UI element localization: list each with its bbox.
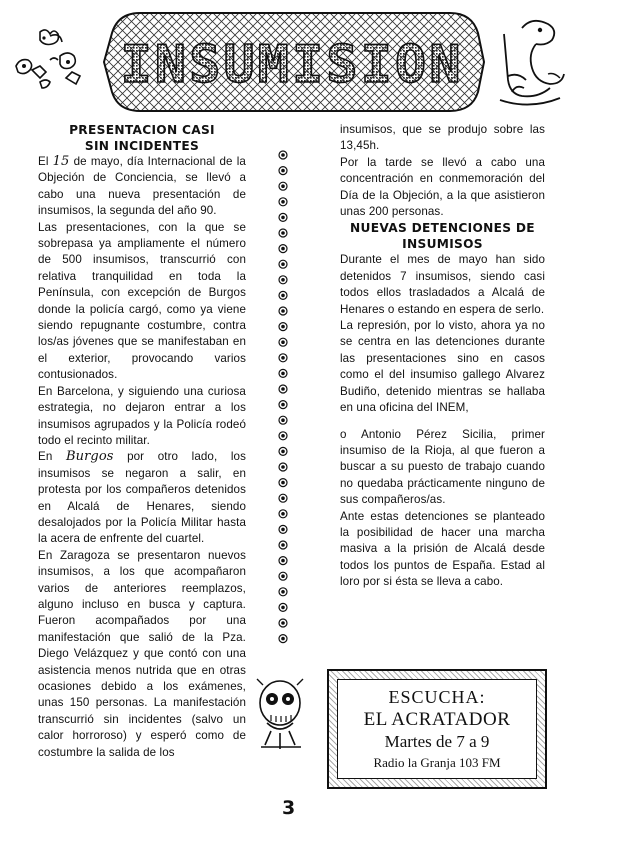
handwritten-city: Burgos (65, 449, 114, 465)
page-number: 3 (282, 797, 296, 819)
left-paragraph-1 (38, 154, 246, 220)
divider-bullet-icon (279, 541, 287, 549)
ad-line-program: EL ACRATADOR (363, 709, 511, 730)
divider-bullet-icon (279, 463, 287, 471)
divider-bullet-icon (279, 198, 287, 206)
divider-bullet-icon (279, 416, 287, 424)
divider-bullet-icon (279, 447, 287, 455)
divider-bullet-icon (279, 276, 287, 284)
left-article-heading-line1: PRESENTACION CASI (69, 123, 215, 137)
right-article-column (340, 122, 545, 591)
right-article-heading-line1: NUEVAS DETENCIONES DE (350, 221, 535, 236)
divider-bullet-icon (279, 603, 287, 611)
divider-bullet-icon (279, 354, 287, 362)
radio-ad-inner (337, 679, 537, 779)
right-article-heading-line2: INSUMISOS (402, 237, 483, 252)
divider-bullet-icon (279, 619, 287, 627)
radio-ad-box (327, 669, 547, 789)
column-divider-bullets (277, 150, 289, 645)
divider-bullet-icon (279, 291, 287, 299)
divider-bullet-icon (279, 432, 287, 440)
left-p1-pre: El (38, 155, 53, 168)
divider-bullet-icon (279, 588, 287, 596)
right-paragraph-5: o Antonio Pérez Sicilia, primer insumiso de la Rioja, al que fueron a buscar a su puesto de trabajo cuando no quedaba prácticamente ninguno de sus compañeros/as. (340, 427, 545, 507)
masthead-left-doodle-icon (10, 26, 90, 92)
divider-bullet-icon (279, 167, 287, 175)
right-paragraph-2: Por la tarde se llevó a cabo una concentración en conmemoración del Día de la Objeción, a la que asistieron unas 200 personas. (340, 155, 545, 219)
divider-bullet-icon (279, 307, 287, 315)
left-paragraph-3: En Barcelona, y siguiendo una curiosa estrategia, no dejaron entrar a los insumisos agrupados y la Policía rodeó todo el recinto militar. (38, 384, 246, 447)
divider-bullet-icon (279, 151, 287, 159)
bird-doodle-icon (492, 14, 570, 114)
masthead-title: INSUMISION (120, 35, 464, 95)
divider-bullet-icon (279, 260, 287, 268)
left-paragraph-4 (38, 449, 246, 547)
right-paragraph-6: Ante estas detenciones se planteado la posibilidad de hacer una marcha masiva a la prisión de Alcalá desde todos los puntos de España. Estad al loro por si ésta se lleva a cabo. (340, 509, 545, 589)
ad-line-station: Radio la Granja 103 FM (373, 755, 501, 770)
divider-bullet-icon (279, 338, 287, 346)
ad-line-schedule: Martes de 7 a 9 (384, 732, 490, 751)
divider-bullet-icon (279, 479, 287, 487)
left-article-column (38, 122, 246, 761)
divider-bullet-icon (279, 510, 287, 518)
divider-bullet-icon (279, 557, 287, 565)
divider-bullet-icon (279, 229, 287, 237)
handwritten-day: 15 (52, 154, 70, 169)
divider-bullet-icon (279, 323, 287, 331)
skull-doodle-icon (253, 675, 308, 755)
divider-bullet-icon (279, 525, 287, 533)
masthead-banner (100, 8, 485, 116)
divider-bullet-icon (279, 245, 287, 253)
divider-bullet-icon (279, 385, 287, 393)
left-p1-post: de mayo, día Internacional de la Objeción de Conciencia, se llevó a cabo una nueva presentación de insumisos, la segunda del año 90. (38, 155, 246, 218)
divider-bullet-icon (279, 401, 287, 409)
left-article-heading-line2: SIN INCIDENTES (84, 139, 200, 153)
right-paragraph-4: La represión, por lo visto, ahora ya no se centra en las detenciones durante las presentaciones sino en casos como el del insumiso gallego Alvarez Budiño, detenido mientras se hallaba en una oficina del INEM, (340, 319, 545, 415)
right-paragraph-3: Durante el mes de mayo han sido detenidos 7 insumisos, siendo casi todos ellos trasladados a Alcalá de Henares o estando en espera de serlo. (340, 253, 545, 316)
ad-line-escucha: ESCUCHA: (388, 687, 486, 707)
right-paragraph-1: insumisos, que se produjo sobre las 13,45h. (340, 123, 545, 153)
left-paragraph-5: En Zaragoza se presentaron nuevos insumisos, a los que acompañaron varios de anteriores reemplazos, alguno incluso en busca y captura. Fueron acompañados por una manifestación que salió de la Pza. Diego Velázquez y que contó con una asistencia menos nutrida que en otras ocasiones debido a los exámenes, unas 150 personas. La manifestación transcurrió sin incidentes (salvo un calor horroroso) y esperó como de costumbre la salida de los (38, 548, 246, 759)
divider-bullet-icon (279, 572, 287, 580)
left-paragraph-2: Las presentaciones, con la que se sobrepasa ya ampliamente el número de 500 insumisos, transcurrió con relativa tranquilidad en toda la Península, con excepción de Burgos donde la policía cargó, como ya viene siendo repugnante costumbre, contra los/as jóvenes que se manifestaban en el exterior, provocando varios contusionados. (38, 220, 246, 382)
left-p4-post: por otro lado, los insumisos se negaron a salir, en protesta por los compañeros detenidos en Alcalá de Henares, siendo desalojados por la Policía Militar hasta la acera de enfrente del cuartel. (38, 450, 246, 546)
divider-bullet-icon (279, 182, 287, 190)
divider-bullet-icon (279, 369, 287, 377)
left-p4-pre: En (38, 450, 66, 464)
divider-bullet-icon (279, 494, 287, 502)
divider-bullet-icon (279, 213, 287, 221)
divider-bullet-icon (279, 635, 287, 643)
